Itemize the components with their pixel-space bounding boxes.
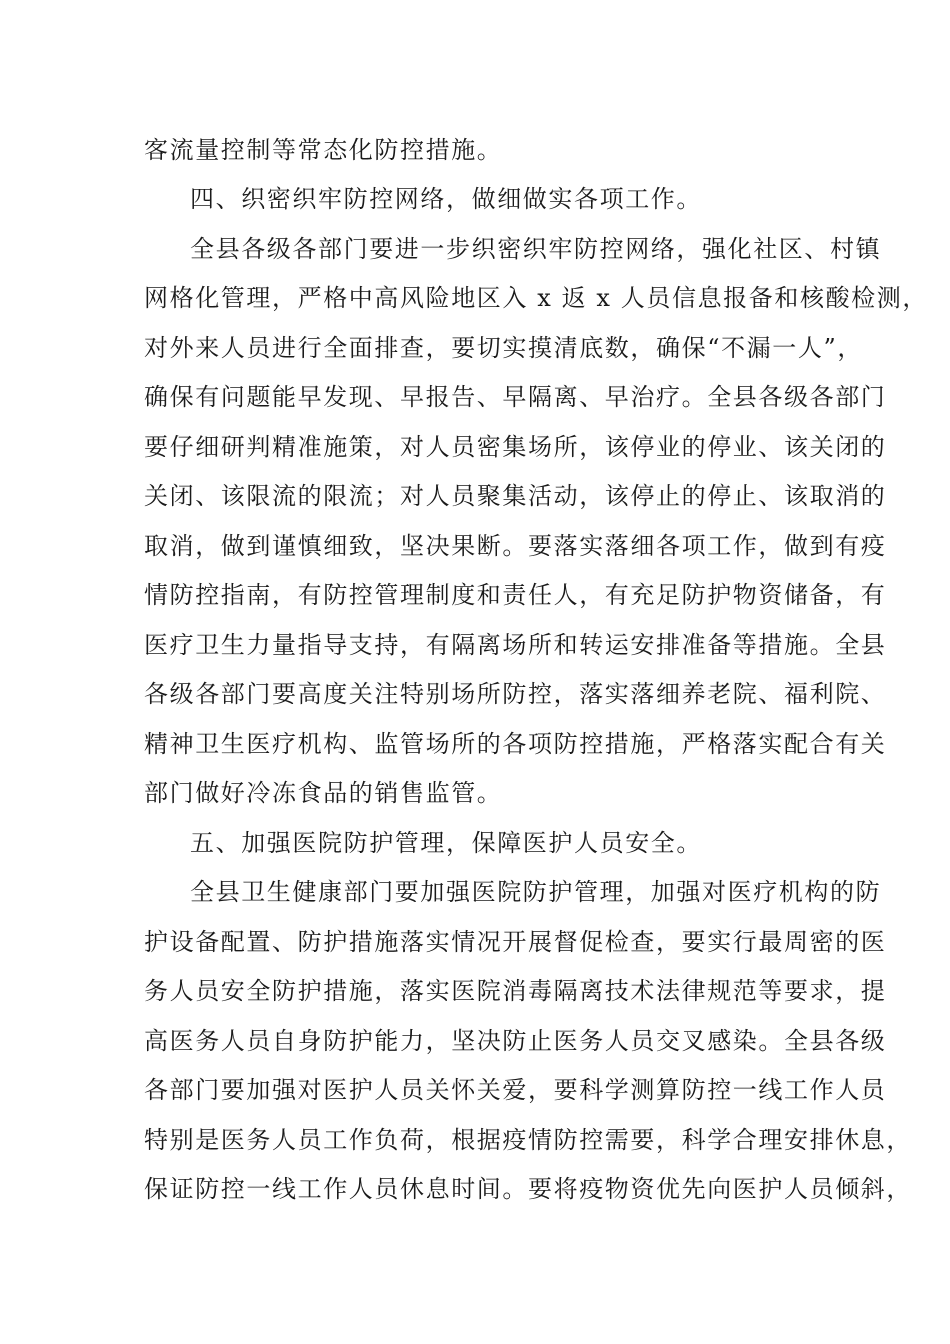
text-line: 高医务人员自身防护能力，坚决防止医务人员交叉感染。全县各级 — [144, 1027, 887, 1055]
text-line: 情防控指南，有防控管理制度和责任人，有充足防护物资储备，有 — [144, 581, 887, 609]
text-line: 网格化管理，严格中高风险地区入 x 返 x 人员信息报备和核酸检测， — [144, 284, 928, 312]
text-line: 确保有问题能早发现、早报告、早隔离、早治疗。全县各级各部门 — [144, 383, 887, 411]
text-line: 各部门要加强对医护人员关怀关爱，要科学测算防控一线工作人员 — [144, 1076, 887, 1104]
text-line: 务人员安全防护措施，落实医院消毒隔离技术法律规范等要求，提 — [144, 977, 887, 1005]
text-line: 全县各级各部门要进一步织密织牢防控网络，强化社区、村镇 — [190, 235, 882, 263]
text-line: 特别是医务人员工作负荷，根据疫情防控需要，科学合理安排休息， — [144, 1126, 912, 1154]
text-line: 医疗卫生力量指导支持，有隔离场所和转运安排准备等措施。全县 — [144, 631, 887, 659]
text-line: 各级各部门要高度关注特别场所防控，落实落细养老院、福利院、 — [144, 680, 887, 708]
text-line: 要仔细研判精准施策，对人员密集场所，该停业的停业、该关闭的 — [144, 433, 887, 461]
text-line: 客流量控制等常态化防控措施。 — [144, 136, 503, 164]
text-line: 部门做好冷冻食品的销售监管。 — [144, 779, 503, 807]
text-line: 保证防控一线工作人员休息时间。要将疫物资优先向医护人员倾斜， — [144, 1175, 912, 1203]
section-heading: 四、织密织牢防控网络，做细做实各项工作。 — [190, 185, 702, 213]
text-line: 取消，做到谨慎细致，坚决果断。要落实落细各项工作，做到有疫 — [144, 532, 887, 560]
section-heading: 五、加强医院防护管理，保障医护人员安全。 — [190, 829, 702, 857]
text-line: 精神卫生医疗机构、监管场所的各项防控措施，严格落实配合有关 — [144, 730, 887, 758]
text-line: 全县卫生健康部门要加强医院防护管理，加强对医疗机构的防 — [190, 878, 882, 906]
text-line: 护设备配置、防护措施落实情况开展督促检查，要实行最周密的医 — [144, 928, 887, 956]
text-line: 关闭、该限流的限流；对人员聚集活动，该停止的停止、该取消的 — [144, 482, 887, 510]
text-line: 对外来人员进行全面排查，要切实摸清底数，确保“不漏一人”， — [144, 334, 863, 362]
